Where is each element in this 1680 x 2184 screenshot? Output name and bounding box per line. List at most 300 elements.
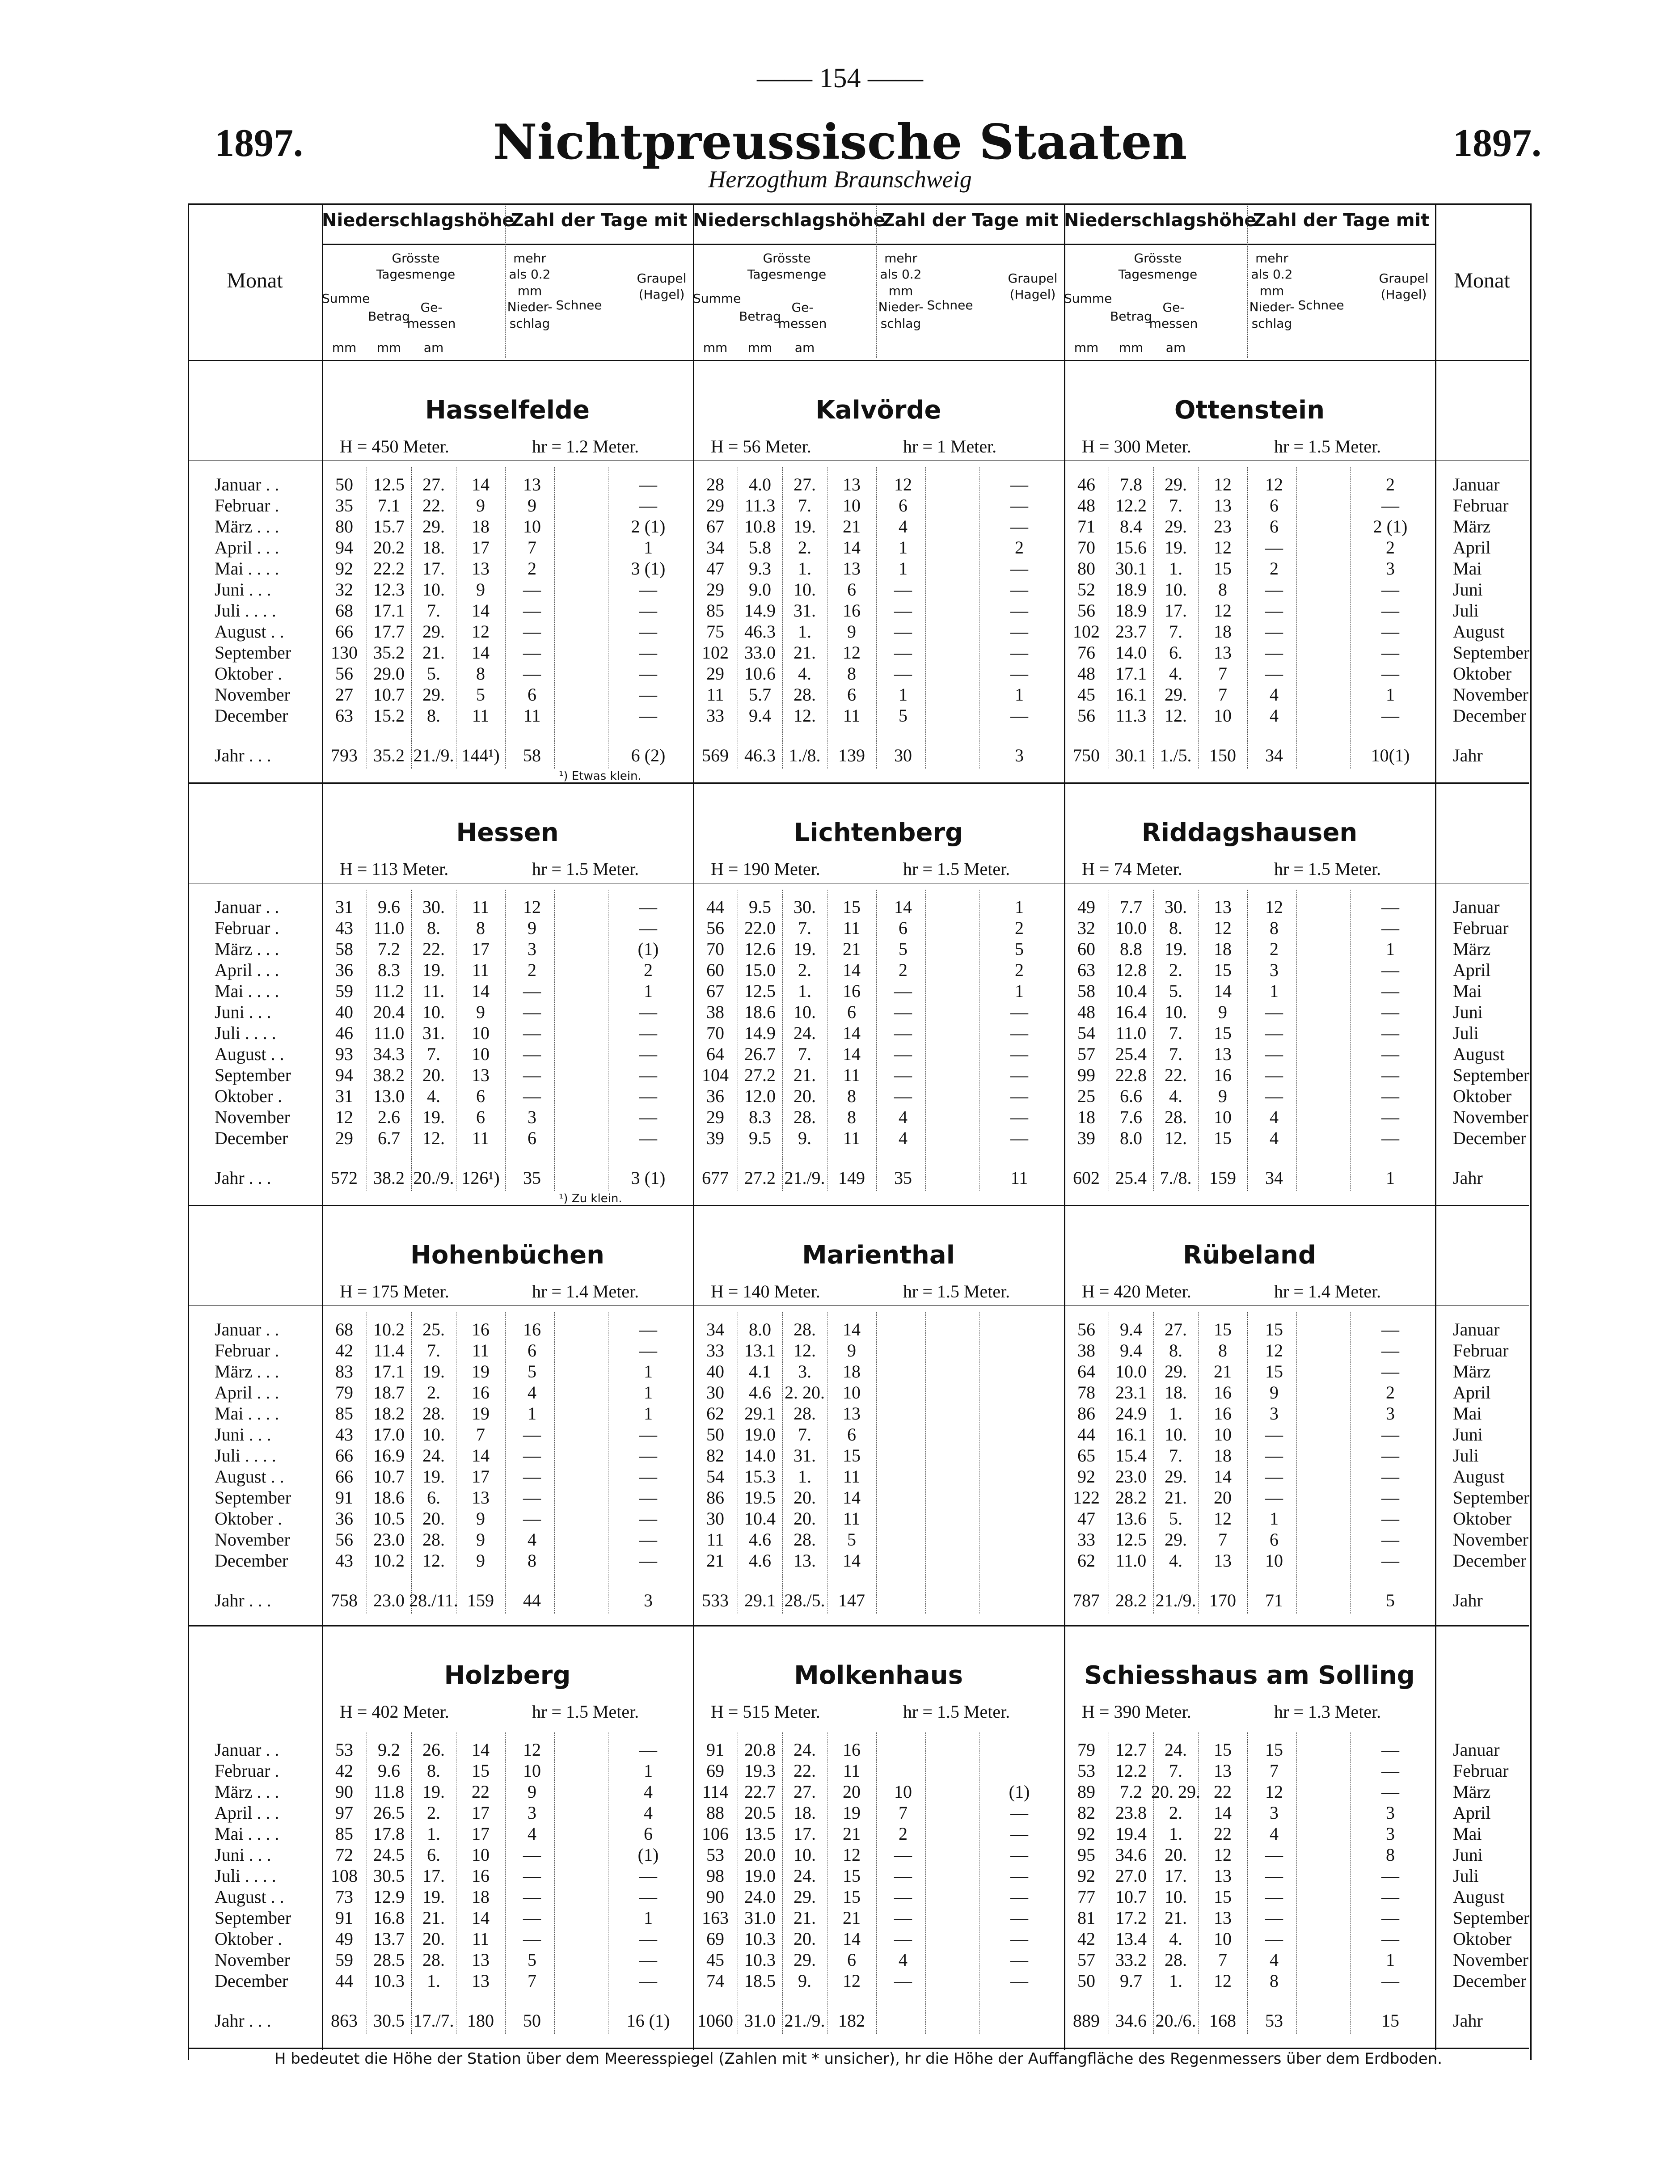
table-cell: 11.0 [1115, 1023, 1147, 1043]
month-label-right: März [1453, 1361, 1491, 1381]
table-cell: 28. [794, 684, 816, 705]
table-cell: 11 [472, 960, 490, 980]
month-label-right: Oktober [1453, 1086, 1512, 1106]
table-cell: 6 [476, 1086, 485, 1106]
table-cell: — [523, 621, 541, 642]
table-cell: 19 [472, 1361, 490, 1381]
table-cell: 114 [702, 1782, 729, 1802]
table-cell: 14 [843, 1929, 861, 1949]
table-cell: — [1381, 1529, 1399, 1550]
table-cell: 12 [843, 642, 861, 663]
table-cell: 71 [1077, 516, 1095, 536]
table-cell: — [1381, 1782, 1399, 1802]
table-cell: 4 [899, 1128, 908, 1148]
table-cell: — [1010, 663, 1028, 684]
table-cell: 53 [335, 1740, 353, 1760]
table-cell: 19. [422, 1361, 445, 1381]
station-elevation: H = 175 Meter. [340, 1281, 449, 1301]
table-cell: 13 [1214, 897, 1232, 917]
table-cell: 7. [798, 495, 811, 515]
table-cell: — [1381, 960, 1399, 980]
table-cell: — [894, 1002, 912, 1022]
table-cell: (1) [637, 939, 659, 959]
table-cell: 1 [644, 1908, 653, 1928]
table-cell: 4. [1169, 1086, 1182, 1106]
table-cell: — [639, 495, 657, 515]
table-cell: — [523, 1887, 541, 1907]
table-cell: 27. [1165, 1319, 1187, 1339]
table-cell: 66 [335, 1466, 353, 1487]
table-cell: 17 [472, 939, 490, 959]
table-cell: 22 [1214, 1824, 1232, 1844]
table-cell: 10 [472, 1845, 490, 1865]
month-label: April . . . [215, 960, 279, 980]
table-cell: 39 [706, 1128, 724, 1148]
table-cell: 7. [798, 1424, 811, 1445]
table-cell: 22.8 [1115, 1065, 1147, 1085]
table-cell: 4 [1270, 684, 1279, 705]
table-cell: 9. [798, 1971, 811, 1991]
table-cell: 6. [427, 1845, 440, 1865]
table-cell: 14 [1214, 1803, 1232, 1823]
year-total-cell: 1060 [697, 2011, 733, 2031]
table-cell: 12.6 [744, 939, 776, 959]
table-cell: 2 [1015, 918, 1024, 938]
table-cell: 4 [644, 1782, 653, 1802]
table-cell: 23.1 [1115, 1382, 1147, 1402]
year-total-cell: 1./5. [1160, 745, 1192, 765]
table-cell: 17.2 [1115, 1908, 1147, 1928]
table-cell: 86 [706, 1487, 724, 1508]
table-cell: 4. [1169, 1929, 1182, 1949]
table-cell: 56 [1077, 1319, 1095, 1339]
table-cell: — [1265, 1845, 1283, 1865]
table-cell: — [1010, 1929, 1028, 1949]
table-cell: 7.2 [1120, 1782, 1142, 1802]
table-cell: 38 [706, 1002, 724, 1022]
table-cell: 38.2 [373, 1065, 405, 1085]
table-cell: 46 [335, 1023, 353, 1043]
table-cell: 1 [644, 537, 653, 558]
table-cell: 67 [706, 516, 724, 536]
table-cell: 1 [899, 537, 908, 558]
month-label: Oktober . [215, 663, 283, 684]
month-label-right: November [1453, 1950, 1528, 1970]
table-cell: 12.2 [1115, 1761, 1147, 1781]
month-label: Oktober . [215, 1086, 283, 1106]
table-cell: — [1265, 1908, 1283, 1928]
station-elevation: H = 74 Meter. [1082, 859, 1182, 879]
header-zahl-tage: Zahl der Tage mit [511, 210, 688, 231]
table-cell: 22. [794, 1761, 816, 1781]
table-cell: 9.6 [378, 897, 400, 917]
table-cell: 19.4 [1115, 1824, 1147, 1844]
table-cell: 19.3 [744, 1761, 776, 1781]
table-cell: — [639, 1866, 657, 1886]
table-cell: — [1381, 495, 1399, 515]
table-cell: 27.0 [1115, 1866, 1147, 1886]
table-cell: — [1010, 1950, 1028, 1970]
table-cell: 10. [794, 1845, 816, 1865]
table-cell: — [1265, 621, 1283, 642]
year-total-cell: 15 [1381, 2011, 1399, 2031]
table-cell: 15.0 [744, 960, 776, 980]
table-cell: — [639, 1929, 657, 1949]
month-label: März . . . [215, 516, 279, 536]
year-total-cell: 35.2 [373, 745, 405, 765]
table-cell: — [1381, 1487, 1399, 1508]
header-gemessen: Ge- messen [1149, 300, 1198, 331]
cell-divider [1247, 890, 1248, 1191]
month-label: September [215, 1908, 291, 1928]
table-cell: 10 [472, 1023, 490, 1043]
table-cell: 20. [794, 1086, 816, 1106]
month-label: Januar . . [215, 1740, 279, 1760]
table-cell: 6 [644, 1824, 653, 1844]
table-cell: 4 [528, 1529, 536, 1550]
table-cell: 108 [331, 1866, 358, 1886]
header-groesste: Grösste Tagesmenge [1118, 251, 1198, 282]
block-divider [188, 1205, 1529, 1206]
table-cell: 5. [1169, 1508, 1182, 1529]
header-mm: mm [1074, 340, 1099, 355]
table-cell: 19. [422, 1466, 445, 1487]
table-cell: — [1010, 474, 1028, 494]
table-cell: 14.0 [744, 1445, 776, 1466]
month-label: December [215, 1128, 288, 1148]
table-cell: 11.3 [744, 495, 776, 515]
table-cell: 10 [843, 1382, 861, 1402]
table-cell: 12. [422, 1128, 445, 1148]
table-cell: 95 [1077, 1845, 1095, 1865]
table-cell: — [1381, 918, 1399, 938]
month-label-right: April [1453, 960, 1491, 980]
block-divider [188, 1625, 1529, 1626]
table-cell: 7. [1169, 1023, 1182, 1043]
month-label-right: August [1453, 1887, 1505, 1907]
table-cell: 13 [472, 558, 490, 579]
table-cell: 12. [794, 1340, 816, 1360]
month-label-right: Oktober [1453, 1508, 1512, 1529]
year-total-cell: 787 [1073, 1590, 1100, 1610]
year-total-cell: 34 [1265, 745, 1283, 765]
year-total-cell: 677 [702, 1168, 729, 1188]
table-cell: 3 [1270, 1803, 1279, 1823]
station-gauge-height: hr = 1.3 Meter. [1274, 1702, 1381, 1722]
table-cell: — [1381, 642, 1399, 663]
header-zahl-tage: Zahl der Tage mit [882, 210, 1059, 231]
table-cell: 29. [422, 516, 445, 536]
year-total-cell: 3 (1) [631, 1168, 666, 1188]
table-cell: 8. [1169, 918, 1182, 938]
month-label-right: März [1453, 939, 1491, 959]
header-monat-right: Monat [1454, 269, 1510, 292]
table-cell: — [894, 1908, 912, 1928]
table-cell: — [1010, 1107, 1028, 1127]
month-label-right: Juli [1453, 600, 1479, 621]
table-cell: 16.4 [1115, 1002, 1147, 1022]
year-total-cell: 3 [644, 1590, 653, 1610]
table-cell: 10 [894, 1782, 912, 1802]
table-cell: 14 [472, 1740, 490, 1760]
cell-divider [876, 1312, 877, 1614]
table-cell: 14 [843, 1487, 861, 1508]
table-cell: 15.7 [373, 516, 405, 536]
year-total-cell: 6 (2) [631, 745, 666, 765]
table-cell: 69 [706, 1929, 724, 1949]
table-cell: 91 [706, 1740, 724, 1760]
table-cell: 20.4 [373, 1002, 405, 1022]
table-cell: 10 [1214, 705, 1232, 726]
table-cell: — [1265, 1445, 1283, 1466]
header-mm: mm [332, 340, 357, 355]
table-cell: 65 [1077, 1445, 1095, 1466]
month-label-right: Januar [1453, 474, 1500, 494]
table-cell: — [1265, 1866, 1283, 1886]
table-cell: — [639, 1107, 657, 1127]
year-total-cell: 11 [1010, 1168, 1028, 1188]
station-name: Hessen [456, 818, 559, 847]
station-header-line [188, 1305, 1529, 1306]
table-cell: — [1265, 1086, 1283, 1106]
table-cell: 12 [1265, 897, 1283, 917]
table-cell: — [894, 621, 912, 642]
table-cell: 23.8 [1115, 1803, 1147, 1823]
table-cell: 16.1 [1115, 1424, 1147, 1445]
table-cell: 10.3 [744, 1929, 776, 1949]
month-label: December [215, 1550, 288, 1571]
month-label: Januar . . [215, 1319, 279, 1339]
table-cell: 58 [1077, 981, 1095, 1001]
table-cell: 15 [843, 1866, 861, 1886]
table-cell: 14 [472, 600, 490, 621]
table-cell: 74 [706, 1971, 724, 1991]
table-cell: 6. [427, 1487, 440, 1508]
table-cell: 5 [899, 705, 908, 726]
table-cell: 10. [1165, 579, 1187, 600]
table-cell: 94 [335, 1065, 353, 1085]
table-cell: 29. [794, 1887, 816, 1907]
header-betrag: Betrag [739, 309, 781, 324]
table-cell: 1. [1169, 558, 1182, 579]
table-cell: 57 [1077, 1950, 1095, 1970]
table-cell: 22.0 [744, 918, 776, 938]
table-cell: 14.9 [744, 1023, 776, 1043]
table-cell: 80 [1077, 558, 1095, 579]
table-cell: 35 [335, 495, 353, 515]
table-cell: 12 [894, 474, 912, 494]
table-cell: 11 [706, 1529, 724, 1550]
table-cell: — [1381, 1319, 1399, 1339]
table-cell: 10 [523, 1761, 541, 1781]
table-cell: 10.7 [373, 684, 405, 705]
table-cell: 11 [843, 918, 861, 938]
station-name: Hohenbüchen [410, 1241, 604, 1270]
table-cell: 24. [794, 1866, 816, 1886]
table-cell: 17.8 [373, 1824, 405, 1844]
table-cell: 12.5 [744, 981, 776, 1001]
table-cell: 12.2 [1115, 495, 1147, 515]
cell-divider [876, 467, 877, 769]
station-name: Rübeland [1183, 1241, 1316, 1270]
table-cell: 7 [528, 537, 536, 558]
table-cell: — [639, 663, 657, 684]
table-cell: 8 [847, 1107, 856, 1127]
table-cell: — [639, 1466, 657, 1487]
table-cell: — [1381, 1887, 1399, 1907]
table-cell: 30. [422, 897, 445, 917]
table-cell: 17.1 [1115, 663, 1147, 684]
jahr-label: Jahr . . . [215, 2011, 271, 2031]
table-cell: 12.0 [744, 1086, 776, 1106]
table-cell: 16.9 [373, 1445, 405, 1466]
table-cell: 18 [843, 1361, 861, 1381]
table-cell: 32 [1077, 918, 1095, 938]
table-cell: — [894, 1044, 912, 1064]
table-cell: 12.5 [373, 474, 405, 494]
table-cell: 33 [1077, 1529, 1095, 1550]
table-cell: 88 [706, 1803, 724, 1823]
table-cell: — [639, 1086, 657, 1106]
year-total-cell: 150 [1209, 745, 1236, 765]
table-cell: — [1265, 579, 1283, 600]
table-cell: — [894, 642, 912, 663]
table-cell: 17 [472, 537, 490, 558]
table-cell: 14 [472, 642, 490, 663]
table-cell: 43 [335, 918, 353, 938]
header-gemessen: Ge- messen [778, 300, 827, 331]
table-cell: 64 [706, 1044, 724, 1064]
table-cell: 68 [335, 1319, 353, 1339]
table-cell: 89 [1077, 1782, 1095, 1802]
table-cell: 21. [1165, 1908, 1187, 1928]
table-cell: — [894, 1971, 912, 1991]
table-cell: 30. [794, 897, 816, 917]
table-cell: 58 [335, 939, 353, 959]
table-cell: — [1265, 1044, 1283, 1064]
table-cell: 29. [1165, 1529, 1187, 1550]
table-cell: 13. [794, 1550, 816, 1571]
table-cell: 6 [1270, 495, 1279, 515]
table-cell: 23.0 [373, 1529, 405, 1550]
table-cell: 83 [335, 1361, 353, 1381]
table-cell: — [523, 600, 541, 621]
table-cell: 6.6 [1120, 1086, 1142, 1106]
table-cell: 20 [1214, 1487, 1232, 1508]
table-cell: 10.2 [373, 1550, 405, 1571]
station-gauge-height: hr = 1.5 Meter. [903, 1702, 1010, 1722]
table-cell: — [1265, 1466, 1283, 1487]
table-cell: 53 [1077, 1761, 1095, 1781]
table-cell: 15 [1214, 1319, 1232, 1339]
table-cell: — [1265, 1887, 1283, 1907]
table-cell: 1 [528, 1403, 536, 1424]
table-cell: 2. [427, 1382, 440, 1402]
month-label: Juni . . . [215, 1845, 271, 1865]
table-cell: 42 [335, 1761, 353, 1781]
table-cell: — [639, 474, 657, 494]
table-cell: 1 [644, 1382, 653, 1402]
table-cell: 13 [843, 1403, 861, 1424]
table-cell: — [1010, 1803, 1028, 1823]
table-cell: 1. [1169, 1403, 1182, 1424]
table-cell: 9.2 [378, 1740, 400, 1760]
table-cell: 7. [427, 600, 440, 621]
month-label-right: Mai [1453, 558, 1482, 579]
table-cell: — [894, 663, 912, 684]
header-zahl-tage: Zahl der Tage mit [1253, 210, 1430, 231]
table-cell: 21 [843, 516, 861, 536]
table-cell: 3 [1386, 1824, 1395, 1844]
table-cell: 1. [427, 1824, 440, 1844]
table-cell: 6.7 [378, 1128, 400, 1148]
table-cell: 29. [1165, 684, 1187, 705]
year-total-cell: 71 [1265, 1590, 1283, 1610]
month-label-right: Mai [1453, 981, 1482, 1001]
table-cell: 20. [1165, 1845, 1187, 1865]
table-cell: 15 [1265, 1361, 1283, 1381]
year-total-cell: 126¹) [461, 1168, 500, 1188]
table-cell: 12 [472, 621, 490, 642]
table-cell: 5 [528, 1361, 536, 1381]
table-cell: 20.5 [744, 1803, 776, 1823]
table-cell: 90 [706, 1887, 724, 1907]
table-cell: 4 [1270, 1950, 1279, 1970]
table-cell: 21 [706, 1550, 724, 1571]
table-cell: 10.3 [373, 1971, 405, 1991]
table-cell: 2 (1) [631, 516, 666, 536]
table-cell: 14.0 [1115, 642, 1147, 663]
month-label: Juli . . . . [215, 1866, 276, 1886]
month-label: März . . . [215, 939, 279, 959]
table-cell: — [1381, 1023, 1399, 1043]
table-cell: 5.8 [749, 537, 771, 558]
table-cell: 29. [1165, 516, 1187, 536]
table-cell: 2 [1015, 960, 1024, 980]
table-cell: 16 [843, 600, 861, 621]
year-total-cell: 28./11. [409, 1590, 458, 1610]
table-cell: — [1381, 1761, 1399, 1781]
table-cell: 33.2 [1115, 1950, 1147, 1970]
year-total-cell: 16 (1) [626, 2011, 670, 2031]
table-cell: 1 [1270, 1508, 1279, 1529]
table-cell: (1) [637, 1845, 659, 1865]
table-cell: 106 [702, 1824, 729, 1844]
table-cell: 14 [843, 960, 861, 980]
table-cell: — [1010, 1908, 1028, 1928]
table-cell: 17.0 [373, 1424, 405, 1445]
year-total-cell: 20./9. [413, 1168, 454, 1188]
year-total-cell: 31.0 [744, 2011, 776, 2031]
table-cell: 35.2 [373, 642, 405, 663]
table-cell: 10 [1214, 1929, 1232, 1949]
table-cell: 64 [1077, 1361, 1095, 1381]
month-label-right: August [1453, 621, 1505, 642]
year-total-cell: 44 [523, 1590, 541, 1610]
table-cell: — [639, 1529, 657, 1550]
table-cell: 12 [1214, 537, 1232, 558]
table-cell: 43 [335, 1424, 353, 1445]
month-label-right: November [1453, 684, 1528, 705]
header-mm: mm [376, 340, 401, 355]
table-cell: 77 [1077, 1887, 1095, 1907]
year-total-cell: 30.1 [1115, 745, 1147, 765]
table-cell: 10.4 [744, 1508, 776, 1529]
table-cell: 14 [843, 537, 861, 558]
table-cell: — [523, 579, 541, 600]
table-cell: — [1381, 1340, 1399, 1360]
table-cell: 19.5 [744, 1487, 776, 1508]
